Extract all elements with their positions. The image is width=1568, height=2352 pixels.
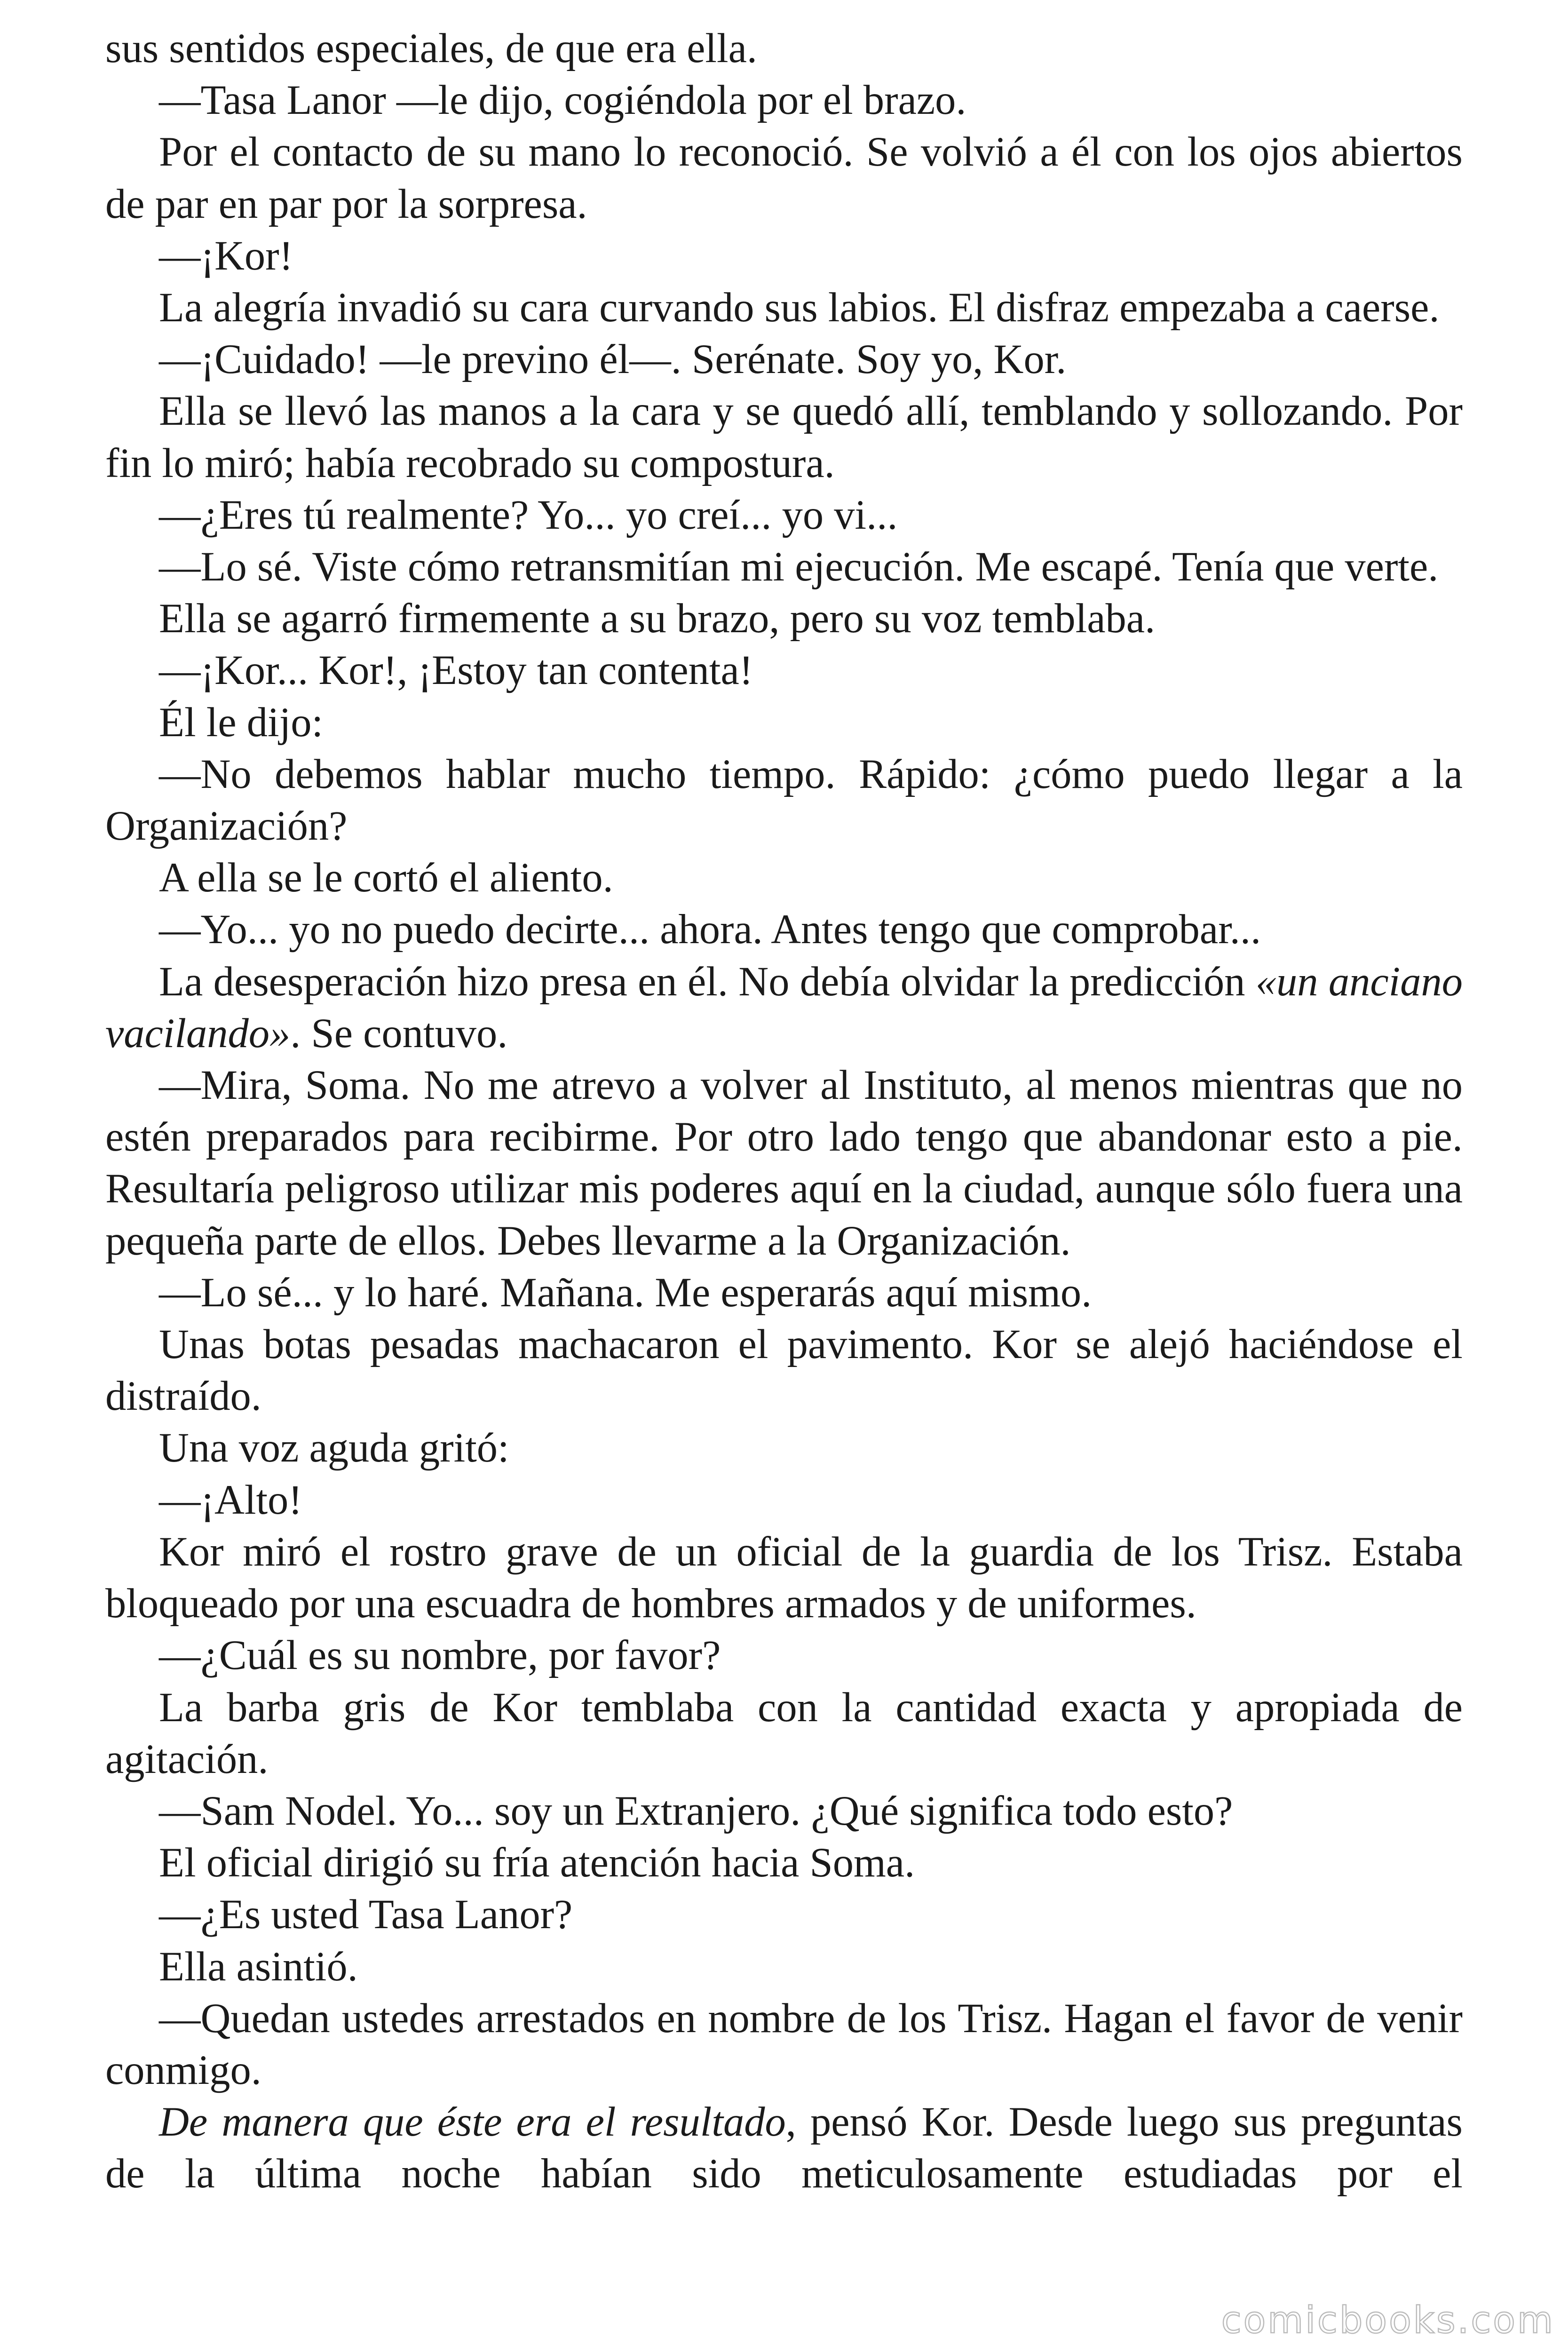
paragraph: —Sam Nodel. Yo... soy un Extranjero. ¿Qué significa todo esto? bbox=[159, 1788, 1233, 1834]
paragraph: —¡Kor! bbox=[159, 232, 293, 279]
watermark-logo: comicbooks.com bbox=[1221, 2299, 1555, 2342]
paragraph: —¡Cuidado! —le previno él—. Serénate. Soy yo, Kor. bbox=[159, 336, 1067, 383]
paragraph: —¿Es usted Tasa Lanor? bbox=[159, 1891, 573, 1938]
italic-quote: «un anciano vacilando» bbox=[105, 958, 1463, 1057]
paragraph: —¡Kor... Kor!, ¡Estoy tan contenta! bbox=[159, 647, 753, 694]
paragraph-text: . Se contuvo. bbox=[290, 1010, 508, 1057]
paragraph: Ella se agarró firmemente a su brazo, pero su voz temblaba. bbox=[159, 596, 1156, 642]
paragraph bbox=[105, 956, 1463, 1059]
paragraph: Él le dijo: bbox=[159, 699, 324, 746]
paragraph: —Tasa Lanor —le dijo, cogiéndola por el brazo. bbox=[159, 77, 966, 124]
paragraph: A ella se le cortó el aliento. bbox=[159, 855, 613, 901]
paragraph: sus sentidos especiales, de que era ella. bbox=[105, 25, 758, 72]
paragraph: —¿Cuál es su nombre, por favor? bbox=[159, 1632, 721, 1679]
book-page-text bbox=[105, 23, 1463, 2200]
paragraph: Unas botas pesadas machacaron el pavimento. Kor se alejó haciéndose el distraído. bbox=[105, 1321, 1463, 1420]
paragraph: —Mira, Soma. No me atrevo a volver al Instituto, al menos mientras que no estén preparados para recibirme. Por otro lado tengo que abandonar esto a pie. Resultaría peligroso utilizar mis poderes aquí en la ciudad, aunque sólo fuera una pequeña parte de ellos. Debes llevarme a la Organización. bbox=[105, 1062, 1463, 1264]
paragraph: El oficial dirigió su fría atención hacia Soma. bbox=[159, 1840, 915, 1886]
paragraph bbox=[105, 2096, 1463, 2200]
paragraph: —¿Eres tú realmente? Yo... yo creí... yo vi... bbox=[159, 492, 898, 538]
paragraph: —Lo sé... y lo haré. Mañana. Me esperarás aquí mismo. bbox=[159, 1269, 1092, 1316]
paragraph: Kor miró el rostro grave de un oficial de la guardia de los Trisz. Estaba bloqueado por una escuadra de hombres armados y de uniformes. bbox=[105, 1528, 1463, 1627]
paragraph-text: , pensó Kor. Desde luego sus preguntas de la última noche habían sido meticulosamente estudiadas por el bbox=[105, 2099, 1463, 2197]
paragraph: La alegría invadió su cara curvando sus labios. El disfraz empezaba a caerse. bbox=[159, 285, 1440, 331]
italic-thought: De manera que éste era el resultado bbox=[159, 2099, 786, 2145]
paragraph: —¡Alto! bbox=[159, 1477, 302, 1523]
paragraph: —Lo sé. Viste cómo retransmitían mi ejecución. Me escapé. Tenía que verte. bbox=[159, 544, 1439, 590]
paragraph: Por el contacto de su mano lo reconoció. Se volvió a él con los ojos abiertos de par en par por la sorpresa. bbox=[105, 129, 1463, 227]
paragraph: La barba gris de Kor temblaba con la cantidad exacta y apropiada de agitación. bbox=[105, 1684, 1463, 1782]
paragraph-text: La desesperación hizo presa en él. No debía olvidar la predicción bbox=[159, 958, 1256, 1005]
paragraph: —Quedan ustedes arrestados en nombre de los Trisz. Hagan el favor de venir conmigo. bbox=[105, 1995, 1463, 2093]
paragraph: Ella asintió. bbox=[159, 1943, 358, 1990]
paragraph: Ella se llevó las manos a la cara y se quedó allí, temblando y sollozando. Por fin lo miró; había recobrado su compostura. bbox=[105, 388, 1463, 486]
paragraph: —Yo... yo no puedo decirte... ahora. Antes tengo que comprobar... bbox=[159, 906, 1261, 953]
paragraph: Una voz aguda gritó: bbox=[159, 1425, 509, 1471]
paragraph: —No debemos hablar mucho tiempo. Rápido: ¿cómo puedo llegar a la Organización? bbox=[105, 751, 1463, 850]
